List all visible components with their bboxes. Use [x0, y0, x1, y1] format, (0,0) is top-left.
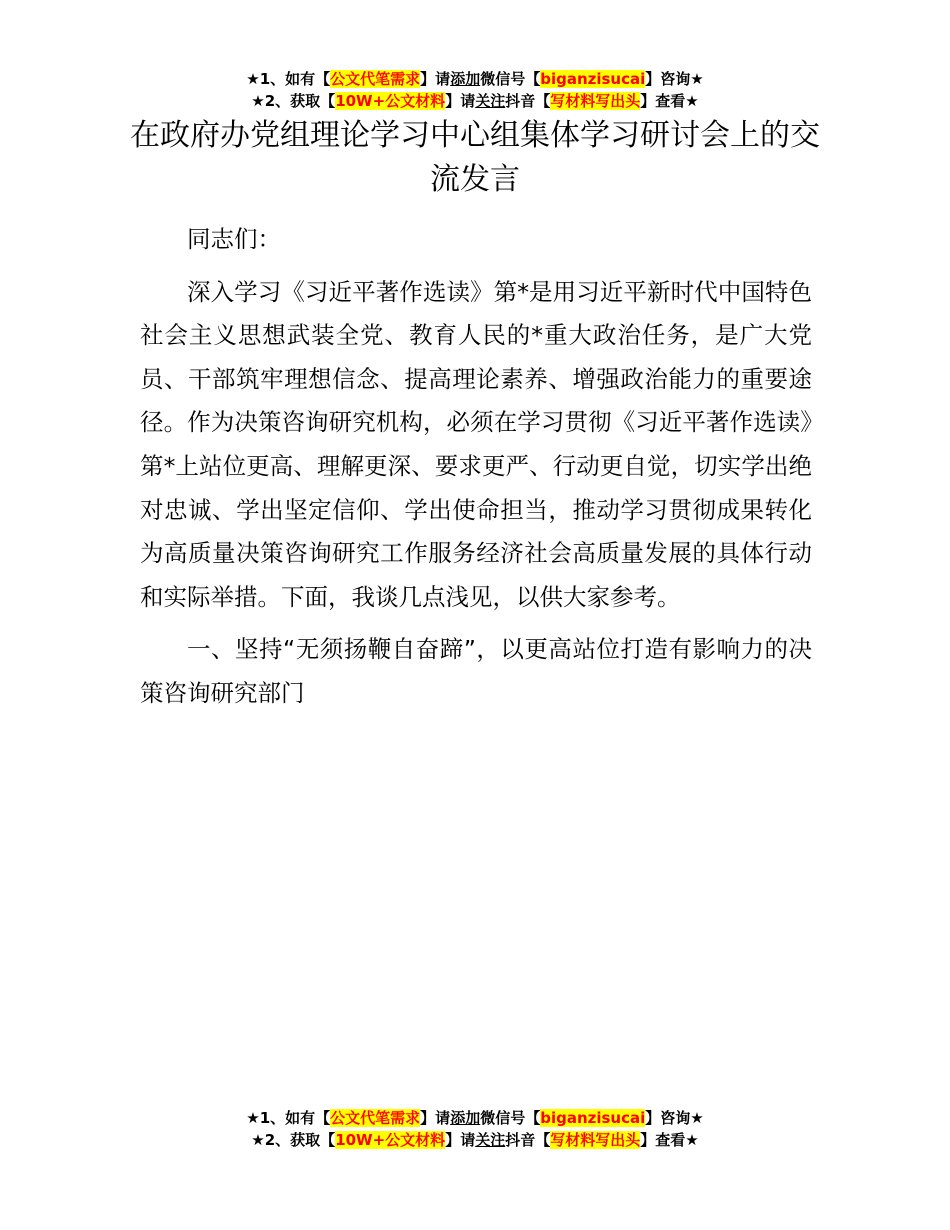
footer-highlight-wechat-id: biganzisucai — [540, 1109, 646, 1127]
footer-highlight-douyin-account: 写材料写出头 — [550, 1131, 641, 1149]
document-body — [140, 218, 812, 725]
footer-banner-line-1: ★1、如有【公文代笔需求】请添加微信号【biganzisucai】咨询★ — [246, 1109, 704, 1127]
footer-highlight-ghostwriting: 公文代笔需求 — [330, 1109, 421, 1127]
footer-highlight-materials: 10W+公文材料 — [335, 1131, 446, 1149]
banner-line-2: ★2、获取【10W+公文材料】请关注抖音【写材料写出头】查看★ — [251, 92, 699, 110]
banner-line-1: ★1、如有【公文代笔需求】请添加微信号【biganzisucai】咨询★ — [246, 70, 704, 88]
section-heading-1: 一、坚持“无须扬鞭自奋蹄”，以更高站位打造有影响力的决策咨询研究部门 — [140, 635, 812, 707]
header-ad-banner — [0, 68, 950, 112]
highlight-ghostwriting: 公文代笔需求 — [330, 70, 421, 88]
body-paragraph-1: 深入学习《习近平著作选读》第*是用习近平新时代中国特色社会主义思想武装全党、教育人民的*重大政治任务，是广大党员、干部筑牢理想信念、提高理论素养、增强政治能力的重要途径。作为决策咨询研究机构，必须在学习贯彻《习近平著作选读》第*上站位更高、理解更深、要求更严、行动更自觉，切实学出绝对忠诚、学出坚定信仰、学出使命担当，推动学习贯彻成果转化为高质量决策咨询研究工作服务经济社会高质量发展的具体行动和实际举措。下面，我谈几点浅见，以供大家参考。 — [140, 277, 812, 611]
document-title: 在政府办党组理论学习中心组集体学习研讨会上的交流发言 — [130, 118, 820, 197]
highlight-douyin-account: 写材料写出头 — [550, 92, 641, 110]
footer-ad-banner — [0, 1107, 950, 1151]
salutation: 同志们： — [187, 225, 281, 253]
highlight-materials: 10W+公文材料 — [335, 92, 446, 110]
highlight-wechat-id: biganzisucai — [540, 70, 646, 88]
footer-banner-line-2: ★2、获取【10W+公文材料】请关注抖音【写材料写出头】查看★ — [251, 1131, 699, 1149]
